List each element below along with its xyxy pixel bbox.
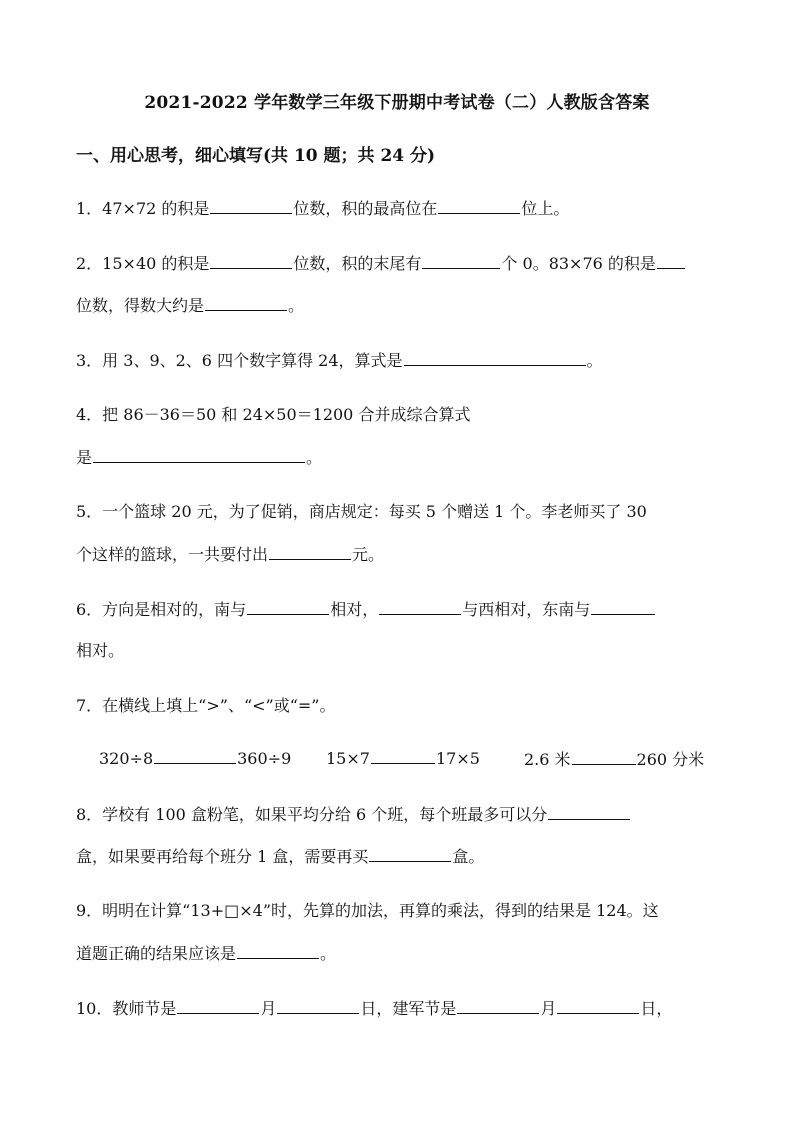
- answer-blank[interactable]: [277, 997, 359, 1014]
- answer-blank[interactable]: [210, 252, 292, 269]
- question-9: 9．明明在计算“13+□×4”时，先算的加法，再算的乘法，得到的结果是 124。这: [76, 901, 659, 920]
- compare-item-2: 15×7 17×5: [326, 749, 480, 768]
- question-4-cont: 是 。: [76, 448, 323, 467]
- answer-blank[interactable]: [154, 747, 236, 764]
- answer-blank[interactable]: [237, 942, 319, 959]
- question-5-cont: 个这样的篮球，一共要付出 元。: [76, 545, 385, 564]
- question-7: 7．在横线上填上“>”、“<”或“=”。: [76, 696, 336, 715]
- answer-blank[interactable]: [205, 294, 287, 311]
- answer-blank[interactable]: [548, 803, 630, 820]
- question-3: 3．用 3、9、2、6 四个数字算得 24，算式是 。: [76, 351, 603, 370]
- answer-blank[interactable]: [422, 252, 500, 269]
- answer-blank[interactable]: [177, 997, 259, 1014]
- question-2: 2．15×40 的积是 位数，积的末尾有 个 0。83×76 的积是: [76, 252, 686, 275]
- compare-item-1: 320÷8 360÷9: [99, 749, 292, 768]
- answer-blank[interactable]: [93, 446, 305, 463]
- question-5: 5．一个篮球 20 元，为了促销，商店规定：每买 5 个赠送 1 个。李老师买了 30: [76, 502, 647, 521]
- answer-blank[interactable]: [438, 197, 520, 214]
- answer-blank[interactable]: [210, 197, 292, 214]
- answer-blank[interactable]: [247, 598, 329, 615]
- question-1: 1．47×72 的积是 位数，积的最高位在 位上。: [76, 199, 570, 218]
- question-6: 6．方向是相对的，南与 相对， 与西相对，东南与: [76, 598, 656, 621]
- answer-blank[interactable]: [657, 252, 685, 269]
- answer-blank[interactable]: [379, 598, 461, 615]
- question-4: 4．把 86－36＝50 和 24×50＝1200 合并成综合算式: [76, 405, 471, 424]
- question-9-cont: 道题正确的结果应该是 。: [76, 944, 337, 963]
- answer-blank[interactable]: [369, 845, 451, 862]
- question-10: 10．教师节是 月 日，建军节是 月 日，: [76, 999, 673, 1018]
- answer-blank[interactable]: [404, 349, 586, 366]
- question-6-cont: 相对。: [76, 641, 125, 660]
- answer-blank[interactable]: [269, 543, 351, 560]
- answer-blank[interactable]: [457, 997, 539, 1014]
- section-heading: 一、用心思考，细心填写(共 10 题；共 24 分): [76, 146, 436, 166]
- question-8: 8．学校有 100 盒粉笔，如果平均分给 6 个班，每个班最多可以分: [76, 803, 631, 826]
- page-title: 2021-2022 学年数学三年级下册期中考试卷（二）人教版含答案: [144, 93, 650, 113]
- compare-item-3: 2.6 米 260 分米: [524, 750, 705, 769]
- answer-blank[interactable]: [591, 598, 655, 615]
- question-2-cont: 位数，得数大约是 。: [76, 296, 305, 315]
- answer-blank[interactable]: [371, 747, 435, 764]
- answer-blank[interactable]: [572, 748, 636, 765]
- question-8-cont: 盒，如果要再给每个班分 1 盒，需要再买 盒。: [76, 847, 485, 866]
- answer-blank[interactable]: [557, 997, 639, 1014]
